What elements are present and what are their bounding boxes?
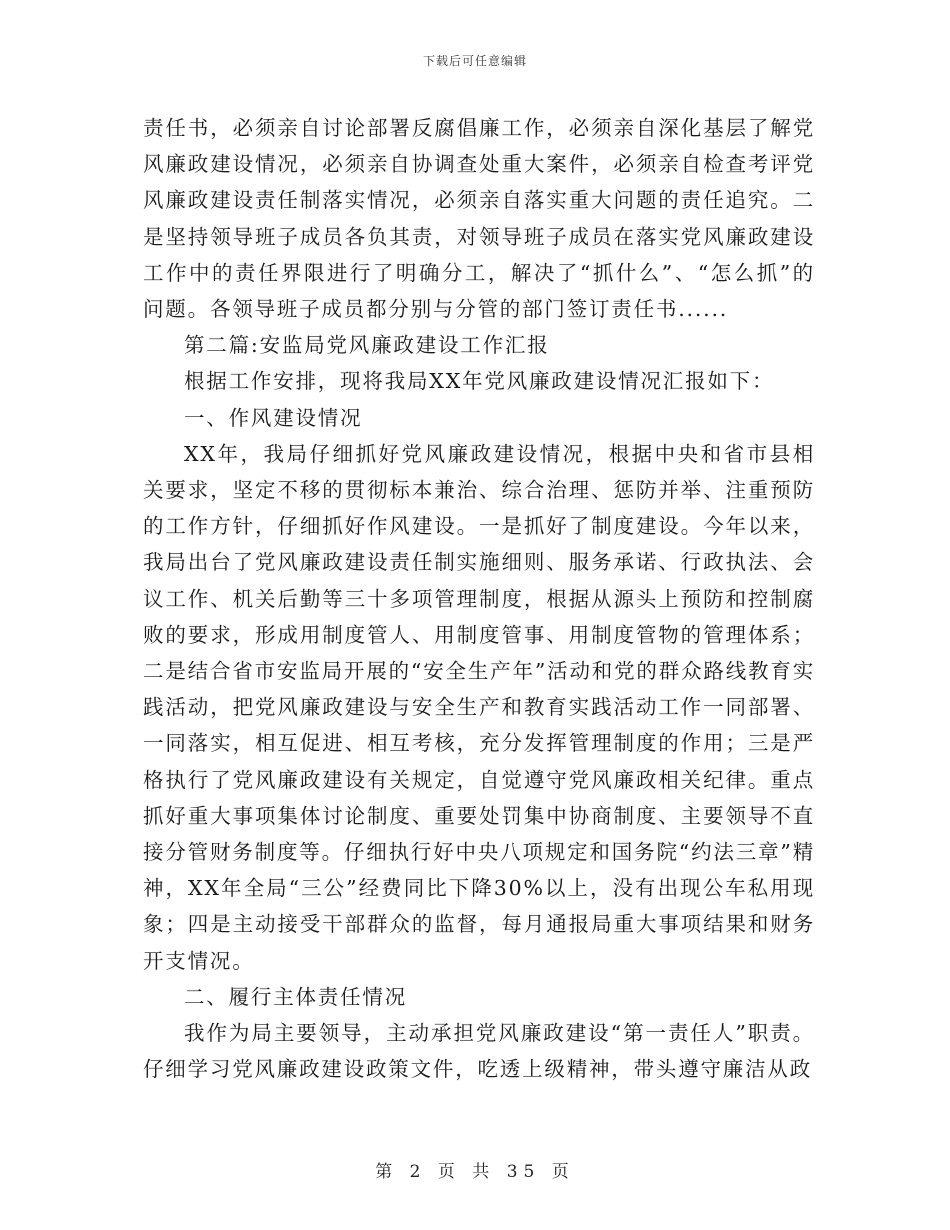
header-note: 下载后可任意编辑 — [422, 54, 527, 68]
paragraph-style-building: XX年，我局仔细抓好党风廉政建设情况，根据中央和省市县相关要求，坚定不移的贯彻标本兼治、综合治理、惩防并举、注重预防的工作方针，仔细抓好作风建设。一是抓好了制度建设。今年以来，我局出台了党风廉政建设责任制实施细则、服务承诺、行政执法、会议工作、机关后勤等三十多项管理制度，根据从源头上预防和控制腐败的要求，形成用制度管人、用制度管事、用制度管物的管理体系；二是结合省市安监局开展的“安全生产年”活动和党的群众路线教育实践活动，把党风廉政建设与安全生产和教育实践活动工作一同部署、一同落实，相互促进、相互考核，充分发挥管理制度的作用；三是严格执行了党风廉政建设有关规定，自觉遵守党风廉政相关纪律。重点抓好重大事项集体讨论制度、重要处罚集中协商制度、主要领导不直接分管财务制度等。仔细执行好中央八项规定和国务院“约法三章”精神，XX年全局“三公”经费同比下降30%以上，没有出现公车私用现象；四是主动接受干部群众的监督，每月通报局重大事项结果和财务开支情况。 — [143, 441, 815, 973]
paragraph-responsibility: 责任书，必须亲自讨论部署反腐倡廉工作，必须亲自深化基层了解党风廉政建设情况，必须亲自协调查处重大案件，必须亲自检查考评党风廉政建设责任制落实情况，必须亲自落实重大问题的责任追究。二是坚持领导班子成员各负其责，对领导班子成员在落实党风廉政建设工作中的责任界限进行了明确分工，解决了“抓什么”、“怎么抓”的问题。各领导班子成员都分别与分管的部门签订责任书...... — [143, 116, 815, 322]
heading-main-responsibility: 二、履行主体责任情况 — [184, 984, 407, 1009]
heading-style-building: 一、作风建设情况 — [184, 405, 363, 430]
section-title: 第二篇:安监局党风廉政建设工作汇报 — [184, 333, 550, 358]
paragraph-intro: 根据工作安排，现将我局XX年党风廉政建设情况汇报如下： — [184, 369, 775, 394]
page-number: 第 2 页 共 35 页 — [375, 1162, 575, 1182]
document-body — [143, 110, 815, 1087]
paragraph-main-responsibility: 我作为局主要领导，主动承担党风廉政建设“第一责任人”职责。仔细学习党风廉政建设政策文件，吃透上级精神，带头遵守廉洁从政 — [143, 1021, 815, 1082]
